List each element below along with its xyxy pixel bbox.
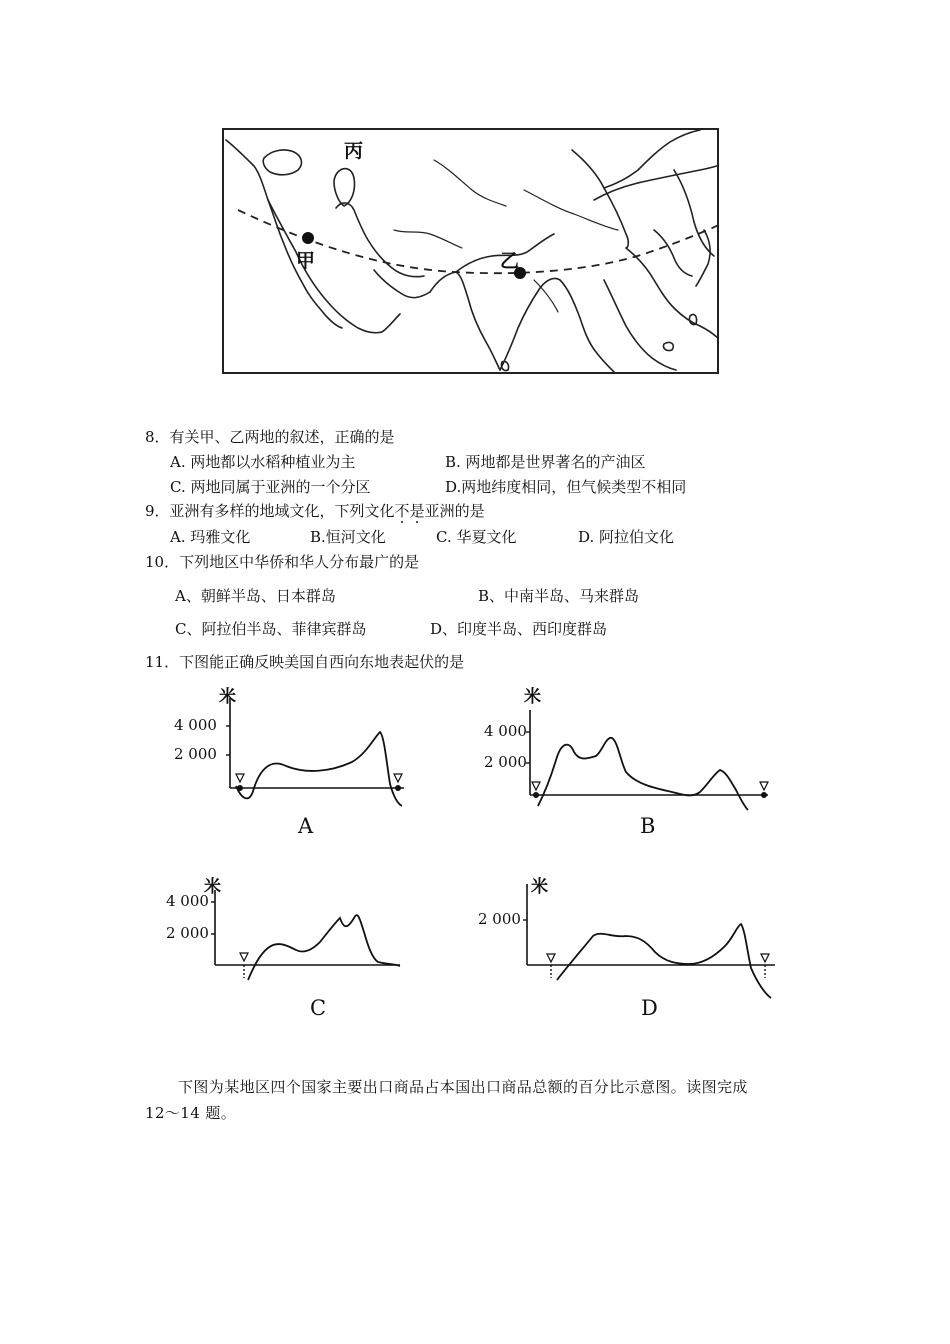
asia-map <box>222 128 719 374</box>
question-8-option-c: C. 两地同属于亚洲的一个分区 <box>170 478 371 496</box>
question-10-option-a: A、朝鲜半岛、日本群岛 <box>175 587 336 605</box>
profile-a-unit: 米 <box>219 687 236 707</box>
profile-d-unit: 米 <box>531 877 548 897</box>
island-japan <box>696 230 710 286</box>
question-10-option-c: C、阿拉伯半岛、菲律宾群岛 <box>175 620 367 638</box>
caspian-sea <box>334 169 355 206</box>
profile-a-label: A <box>298 814 314 838</box>
passage-line-1: 下图为某地区四个国家主要出口商品占本国出口商品总额的百分比示意图。读图完成 <box>178 1078 748 1096</box>
question-9-option-d: D. 阿拉伯文化 <box>578 528 675 546</box>
question-9-stem-pre: 9．亚洲有多样的地域文化，下列文化 <box>145 502 395 520</box>
profile-d-tick-2000: 2 000 <box>478 910 521 928</box>
river-1 <box>394 230 462 248</box>
profile-b <box>484 680 784 840</box>
profile-b-unit: 米 <box>524 687 541 707</box>
profile-a-tick-2000: 2 000 <box>174 745 217 763</box>
question-10-option-b: B、中南半岛、马来群岛 <box>478 587 640 605</box>
coastline-kamchatka <box>674 170 714 256</box>
river-4 <box>534 280 558 312</box>
question-9-stem-emphasis-2: 是 <box>409 502 425 520</box>
map-label-jia: 甲 <box>296 250 316 272</box>
profile-c-unit: 米 <box>204 877 221 897</box>
question-11-stem: 11．下图能正确反映美国自西向东地表起伏的是 <box>145 653 465 671</box>
coastline-west <box>226 140 342 328</box>
passage-line-2: 12～14 题。 <box>145 1104 237 1122</box>
question-9-option-a: A. 玛雅文化 <box>170 528 251 546</box>
profile-b-tick-2000: 2 000 <box>484 753 527 771</box>
question-8-option-a: A. 两地都以水稻种植业为主 <box>170 453 356 471</box>
question-9-stem-post: 亚洲的是 <box>424 502 485 520</box>
profile-c <box>160 870 420 1030</box>
coastline-korea <box>654 230 692 276</box>
question-9-option-c: C. 华夏文化 <box>436 528 517 546</box>
point-jia <box>302 232 314 244</box>
question-10-option-d: D、印度半岛、西印度群岛 <box>430 620 608 638</box>
coastline-northeast-2 <box>572 150 628 248</box>
coastline-china <box>626 248 719 340</box>
map-label-yi: 乙 <box>500 250 520 272</box>
profile-c-tick-2000: 2 000 <box>166 924 209 942</box>
coastline-arabia <box>268 200 400 333</box>
black-sea <box>263 150 301 175</box>
question-9-stem <box>145 500 485 521</box>
profile-c-label: C <box>310 996 327 1020</box>
coastline-caspian <box>336 203 424 277</box>
profile-b-tick-4000: 4 000 <box>484 722 527 740</box>
coastline-northeast <box>594 164 719 200</box>
coastline-india <box>430 272 500 370</box>
profile-a <box>170 680 430 840</box>
island-hainan <box>663 342 673 350</box>
profile-a-tick-4000: 4 000 <box>174 716 217 734</box>
coastline-india-east <box>500 278 560 370</box>
profile-d-label: D <box>641 996 658 1020</box>
question-9-option-b: B.恒河文化 <box>310 528 386 546</box>
question-10-stem: 10．下列地区中华侨和华人分布最广的是 <box>145 553 420 571</box>
profile-b-label: B <box>640 814 656 838</box>
river-2 <box>524 190 618 230</box>
profile-c-tick-4000: 4 000 <box>166 892 209 910</box>
map-label-bing: 丙 <box>344 140 364 162</box>
question-9-stem-emphasis-1: 不 <box>394 502 410 520</box>
question-8-option-d: D.两地纬度相同，但气候类型不相同 <box>445 478 687 496</box>
river-3 <box>434 160 506 206</box>
coastline-indochina <box>604 280 676 370</box>
question-8-stem: 8．有关甲、乙两地的叙述，正确的是 <box>145 428 395 446</box>
coastline-seasia <box>560 280 614 372</box>
profile-d <box>475 870 785 1030</box>
question-8-option-b: B. 两地都是世界著名的产油区 <box>445 453 646 471</box>
